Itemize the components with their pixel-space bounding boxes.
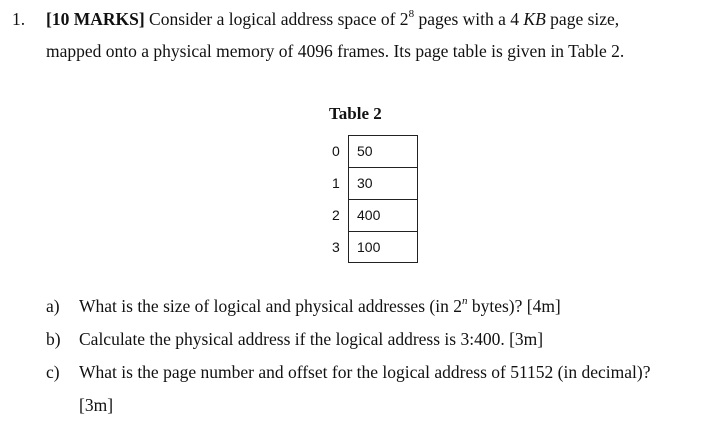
subquestion-c-label: c) xyxy=(46,362,60,382)
marks-label: [10 MARKS] xyxy=(46,9,145,29)
intro-text-2: pages with a 4 xyxy=(414,9,524,29)
frame-cell: 400 xyxy=(348,199,418,231)
intro-exponent: 8 xyxy=(408,8,415,21)
frame-cell: 50 xyxy=(348,135,418,167)
question-intro xyxy=(46,8,619,30)
intro-text-3: page size, xyxy=(545,9,620,29)
subquestion-a-text-1: What is the size of logical and physical addresses (in 2 xyxy=(79,296,462,316)
subquestion-a-text-2: bytes)? [4m] xyxy=(467,296,561,316)
page-index: 0 xyxy=(332,143,340,159)
subquestion-c-marks: [3m] xyxy=(79,395,114,415)
frame-cell: 100 xyxy=(348,231,418,263)
intro-kb: KB xyxy=(523,9,546,29)
subquestion-c-text: What is the page number and offset for the logical address of 51152 (in decimal)? xyxy=(79,362,651,382)
page-index: 2 xyxy=(332,207,340,223)
subquestion-a-text xyxy=(79,296,561,317)
frame-cell: 30 xyxy=(348,167,418,199)
subquestion-b-label: b) xyxy=(46,329,61,349)
subquestion-a-exponent: n xyxy=(461,295,468,308)
table-caption: Table 2 xyxy=(329,104,382,123)
page-index: 3 xyxy=(332,239,340,255)
page-index: 1 xyxy=(332,175,340,191)
question-line-2: mapped onto a physical memory of 4096 frames. Its page table is given in Table 2. xyxy=(46,41,625,61)
question-number: 1. xyxy=(12,9,26,29)
subquestion-b-text: Calculate the physical address if the logical address is 3:400. [3m] xyxy=(79,329,544,349)
intro-text-1: Consider a logical address space of 2 xyxy=(144,9,409,29)
subquestion-a-label: a) xyxy=(46,296,60,316)
